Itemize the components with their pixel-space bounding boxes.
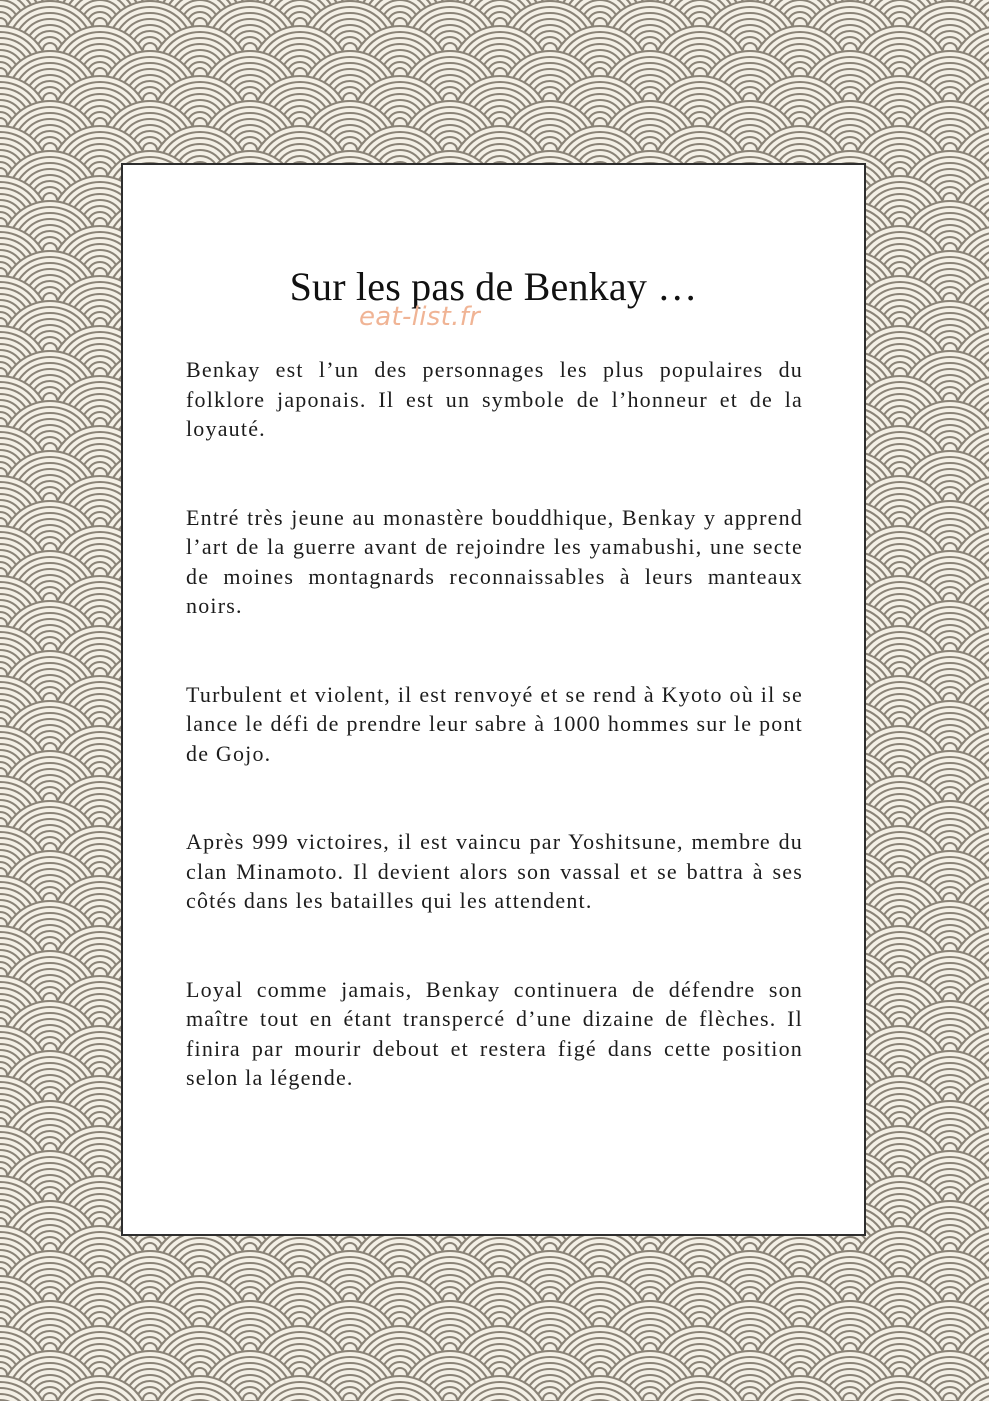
watermark: eat-list.fr [359, 302, 481, 332]
content-card [121, 163, 866, 1236]
page-title: Sur les pas de Benkay … [289, 264, 698, 309]
paragraph-3: Turbulent et violent, il est renvoyé et se rend à Kyoto où il se lance le défi de prendre leur sabre à 1000 hommes sur le pont de Gojo. [186, 681, 803, 766]
body-text [186, 355, 803, 1152]
paragraph-4: Après 999 victoires, il est vaincu par Yoshitsune, membre du clan Minamoto. Il devient alors son vassal et se battra à ses côtés dans les batailles qui les attendent. [186, 829, 803, 913]
paragraph-5: Loyal comme jamais, Benkay continuera de défendre son maître tout en étant transpercé d’une dizaine de flèches. Il finira par mourir debout et restera figé dans cette position selon la légende. [186, 976, 803, 1090]
paragraph-1: Benkay est l’un des personnages les plus populaires du folklore japonais. Il est un symbole de l’honneur et de la loyauté. [186, 357, 803, 441]
paragraph-2: Entré très jeune au monastère bouddhique, Benkay y apprend l’art de la guerre avant de rejoindre les yamabushi, une secte de moines montagnards reconnaissables à leurs manteaux noirs. [186, 504, 803, 618]
